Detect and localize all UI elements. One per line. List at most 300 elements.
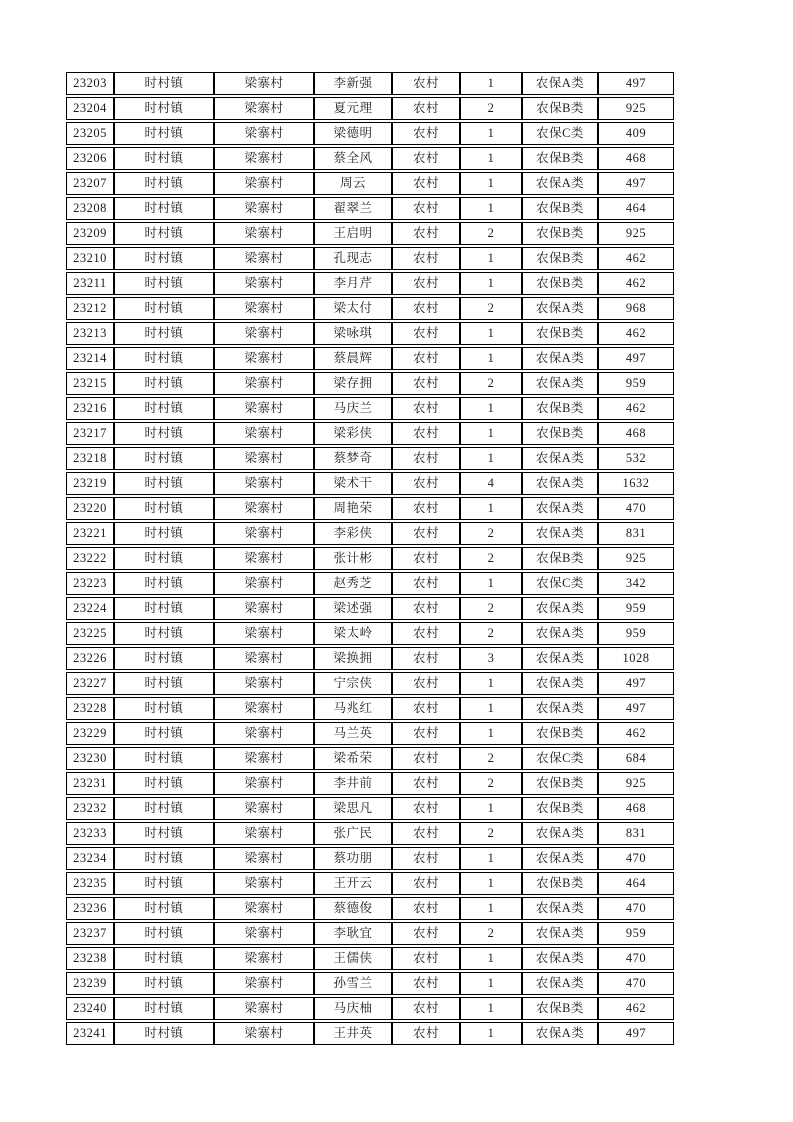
cell-town: 时村镇	[114, 597, 214, 620]
cell-town: 时村镇	[114, 122, 214, 145]
table-row	[66, 822, 674, 845]
cell-serial-number: 23223	[66, 572, 114, 595]
table-row	[66, 322, 674, 345]
cell-town: 时村镇	[114, 972, 214, 995]
cell-person-name: 梁德明	[314, 122, 392, 145]
cell-household-type: 农村	[392, 747, 460, 770]
cell-serial-number: 23211	[66, 272, 114, 295]
cell-insurance-category: 农保B类	[522, 722, 598, 745]
cell-amount: 470	[598, 897, 674, 920]
cell-person-name: 宁宗侠	[314, 672, 392, 695]
cell-amount: 470	[598, 847, 674, 870]
cell-person-count: 2	[460, 522, 522, 545]
cell-person-count: 1	[460, 947, 522, 970]
cell-person-count: 2	[460, 297, 522, 320]
cell-person-name: 梁思凡	[314, 797, 392, 820]
cell-amount: 959	[598, 622, 674, 645]
cell-village: 梁寨村	[214, 922, 314, 945]
cell-serial-number: 23231	[66, 772, 114, 795]
cell-household-type: 农村	[392, 1022, 460, 1045]
cell-person-name: 马庆兰	[314, 397, 392, 420]
cell-household-type: 农村	[392, 422, 460, 445]
cell-household-type: 农村	[392, 272, 460, 295]
cell-insurance-category: 农保A类	[522, 372, 598, 395]
cell-town: 时村镇	[114, 997, 214, 1020]
cell-amount: 925	[598, 547, 674, 570]
cell-insurance-category: 农保B类	[522, 547, 598, 570]
cell-insurance-category: 农保A类	[522, 1022, 598, 1045]
cell-town: 时村镇	[114, 247, 214, 270]
cell-person-name: 梁彩侠	[314, 422, 392, 445]
cell-village: 梁寨村	[214, 572, 314, 595]
cell-amount: 497	[598, 172, 674, 195]
cell-household-type: 农村	[392, 722, 460, 745]
cell-amount: 464	[598, 872, 674, 895]
cell-person-name: 孙雪兰	[314, 972, 392, 995]
cell-person-name: 赵秀芝	[314, 572, 392, 595]
cell-village: 梁寨村	[214, 272, 314, 295]
cell-household-type: 农村	[392, 822, 460, 845]
cell-town: 时村镇	[114, 647, 214, 670]
cell-village: 梁寨村	[214, 397, 314, 420]
cell-person-count: 1	[460, 197, 522, 220]
cell-village: 梁寨村	[214, 897, 314, 920]
cell-serial-number: 23228	[66, 697, 114, 720]
cell-serial-number: 23203	[66, 72, 114, 95]
cell-person-name: 马庆柚	[314, 997, 392, 1020]
cell-serial-number: 23216	[66, 397, 114, 420]
cell-village: 梁寨村	[214, 972, 314, 995]
cell-insurance-category: 农保B类	[522, 797, 598, 820]
cell-household-type: 农村	[392, 497, 460, 520]
cell-serial-number: 23208	[66, 197, 114, 220]
table-row	[66, 372, 674, 395]
cell-person-name: 王启明	[314, 222, 392, 245]
cell-serial-number: 23215	[66, 372, 114, 395]
cell-insurance-category: 农保B类	[522, 772, 598, 795]
cell-amount: 497	[598, 72, 674, 95]
cell-town: 时村镇	[114, 72, 214, 95]
cell-insurance-category: 农保B类	[522, 197, 598, 220]
cell-person-count: 1	[460, 797, 522, 820]
table-row	[66, 772, 674, 795]
cell-insurance-category: 农保B类	[522, 222, 598, 245]
cell-serial-number: 23227	[66, 672, 114, 695]
cell-person-name: 马兆红	[314, 697, 392, 720]
cell-person-count: 2	[460, 822, 522, 845]
table-row	[66, 572, 674, 595]
table-row	[66, 997, 674, 1020]
cell-village: 梁寨村	[214, 122, 314, 145]
cell-amount: 1632	[598, 472, 674, 495]
table-row	[66, 222, 674, 245]
table-row	[66, 172, 674, 195]
cell-town: 时村镇	[114, 497, 214, 520]
cell-town: 时村镇	[114, 347, 214, 370]
cell-person-name: 梁术干	[314, 472, 392, 495]
cell-person-count: 2	[460, 922, 522, 945]
cell-serial-number: 23206	[66, 147, 114, 170]
cell-person-count: 2	[460, 97, 522, 120]
cell-person-name: 蔡梦奇	[314, 447, 392, 470]
table-row	[66, 597, 674, 620]
cell-serial-number: 23214	[66, 347, 114, 370]
cell-person-name: 王开云	[314, 872, 392, 895]
cell-town: 时村镇	[114, 522, 214, 545]
cell-insurance-category: 农保A类	[522, 172, 598, 195]
cell-household-type: 农村	[392, 372, 460, 395]
cell-household-type: 农村	[392, 97, 460, 120]
table-row	[66, 122, 674, 145]
cell-person-count: 2	[460, 772, 522, 795]
cell-household-type: 农村	[392, 197, 460, 220]
cell-village: 梁寨村	[214, 472, 314, 495]
cell-household-type: 农村	[392, 547, 460, 570]
table-row	[66, 797, 674, 820]
cell-household-type: 农村	[392, 222, 460, 245]
cell-village: 梁寨村	[214, 672, 314, 695]
cell-insurance-category: 农保A类	[522, 672, 598, 695]
cell-amount: 468	[598, 422, 674, 445]
cell-person-name: 蔡全风	[314, 147, 392, 170]
cell-amount: 462	[598, 397, 674, 420]
cell-person-count: 4	[460, 472, 522, 495]
cell-household-type: 农村	[392, 172, 460, 195]
cell-serial-number: 23236	[66, 897, 114, 920]
cell-person-name: 李彩侠	[314, 522, 392, 545]
cell-town: 时村镇	[114, 322, 214, 345]
cell-town: 时村镇	[114, 747, 214, 770]
cell-insurance-category: 农保C类	[522, 122, 598, 145]
cell-household-type: 农村	[392, 772, 460, 795]
table-row	[66, 947, 674, 970]
cell-amount: 831	[598, 522, 674, 545]
cell-person-name: 马兰英	[314, 722, 392, 745]
cell-insurance-category: 农保A类	[522, 72, 598, 95]
cell-village: 梁寨村	[214, 822, 314, 845]
cell-village: 梁寨村	[214, 322, 314, 345]
cell-household-type: 农村	[392, 122, 460, 145]
table-row	[66, 722, 674, 745]
cell-insurance-category: 农保C类	[522, 747, 598, 770]
table-row	[66, 622, 674, 645]
cell-person-count: 1	[460, 272, 522, 295]
cell-village: 梁寨村	[214, 72, 314, 95]
cell-town: 时村镇	[114, 572, 214, 595]
cell-amount: 462	[598, 272, 674, 295]
cell-person-name: 张计彬	[314, 547, 392, 570]
cell-amount: 497	[598, 347, 674, 370]
cell-insurance-category: 农保A类	[522, 447, 598, 470]
cell-household-type: 农村	[392, 247, 460, 270]
cell-village: 梁寨村	[214, 697, 314, 720]
cell-village: 梁寨村	[214, 547, 314, 570]
cell-town: 时村镇	[114, 772, 214, 795]
cell-serial-number: 23205	[66, 122, 114, 145]
cell-insurance-category: 农保A类	[522, 297, 598, 320]
cell-amount: 468	[598, 147, 674, 170]
table-row	[66, 922, 674, 945]
cell-village: 梁寨村	[214, 647, 314, 670]
cell-person-count: 1	[460, 72, 522, 95]
cell-amount: 497	[598, 672, 674, 695]
cell-person-count: 1	[460, 447, 522, 470]
cell-person-count: 2	[460, 622, 522, 645]
table-row	[66, 697, 674, 720]
cell-household-type: 农村	[392, 297, 460, 320]
table-row	[66, 347, 674, 370]
cell-village: 梁寨村	[214, 722, 314, 745]
cell-person-count: 1	[460, 572, 522, 595]
table-row	[66, 647, 674, 670]
cell-village: 梁寨村	[214, 497, 314, 520]
cell-household-type: 农村	[392, 797, 460, 820]
cell-village: 梁寨村	[214, 872, 314, 895]
table-row	[66, 747, 674, 770]
table-body	[66, 72, 674, 1045]
cell-town: 时村镇	[114, 397, 214, 420]
table-row	[66, 1022, 674, 1045]
cell-village: 梁寨村	[214, 1022, 314, 1045]
cell-person-name: 周云	[314, 172, 392, 195]
table-row	[66, 422, 674, 445]
cell-serial-number: 23238	[66, 947, 114, 970]
cell-amount: 497	[598, 697, 674, 720]
cell-town: 时村镇	[114, 672, 214, 695]
cell-insurance-category: 农保B类	[522, 422, 598, 445]
cell-person-name: 梁希荣	[314, 747, 392, 770]
cell-serial-number: 23225	[66, 622, 114, 645]
cell-person-count: 1	[460, 872, 522, 895]
cell-household-type: 农村	[392, 147, 460, 170]
cell-amount: 497	[598, 1022, 674, 1045]
cell-village: 梁寨村	[214, 372, 314, 395]
cell-person-count: 1	[460, 897, 522, 920]
cell-serial-number: 23241	[66, 1022, 114, 1045]
table-row	[66, 147, 674, 170]
cell-town: 时村镇	[114, 822, 214, 845]
cell-household-type: 农村	[392, 897, 460, 920]
cell-person-count: 1	[460, 1022, 522, 1045]
cell-household-type: 农村	[392, 997, 460, 1020]
cell-person-count: 1	[460, 397, 522, 420]
cell-town: 时村镇	[114, 222, 214, 245]
cell-insurance-category: 农保A类	[522, 847, 598, 870]
cell-serial-number: 23212	[66, 297, 114, 320]
cell-serial-number: 23230	[66, 747, 114, 770]
cell-household-type: 农村	[392, 447, 460, 470]
cell-village: 梁寨村	[214, 997, 314, 1020]
table-row	[66, 522, 674, 545]
cell-person-count: 3	[460, 647, 522, 670]
cell-town: 时村镇	[114, 97, 214, 120]
cell-person-count: 2	[460, 547, 522, 570]
cell-amount: 470	[598, 947, 674, 970]
cell-serial-number: 23217	[66, 422, 114, 445]
table-row	[66, 397, 674, 420]
cell-person-count: 1	[460, 347, 522, 370]
cell-amount: 959	[598, 922, 674, 945]
table-row	[66, 872, 674, 895]
cell-serial-number: 23232	[66, 797, 114, 820]
table-row	[66, 247, 674, 270]
cell-insurance-category: 农保A类	[522, 972, 598, 995]
cell-serial-number: 23233	[66, 822, 114, 845]
cell-person-count: 1	[460, 672, 522, 695]
cell-person-count: 1	[460, 172, 522, 195]
cell-person-count: 1	[460, 697, 522, 720]
cell-town: 时村镇	[114, 797, 214, 820]
cell-household-type: 农村	[392, 347, 460, 370]
cell-village: 梁寨村	[214, 597, 314, 620]
cell-insurance-category: 农保A类	[522, 497, 598, 520]
cell-town: 时村镇	[114, 872, 214, 895]
cell-amount: 959	[598, 597, 674, 620]
cell-person-name: 王井英	[314, 1022, 392, 1045]
cell-person-count: 2	[460, 222, 522, 245]
insurance-roster-table	[66, 70, 674, 1047]
cell-amount: 462	[598, 322, 674, 345]
cell-person-count: 2	[460, 597, 522, 620]
cell-village: 梁寨村	[214, 847, 314, 870]
cell-town: 时村镇	[114, 197, 214, 220]
cell-serial-number: 23235	[66, 872, 114, 895]
cell-insurance-category: 农保A类	[522, 647, 598, 670]
table-row	[66, 272, 674, 295]
cell-village: 梁寨村	[214, 97, 314, 120]
cell-household-type: 农村	[392, 572, 460, 595]
cell-town: 时村镇	[114, 1022, 214, 1045]
cell-insurance-category: 农保A类	[522, 897, 598, 920]
cell-village: 梁寨村	[214, 147, 314, 170]
cell-insurance-category: 农保A类	[522, 472, 598, 495]
table-row	[66, 672, 674, 695]
cell-serial-number: 23209	[66, 222, 114, 245]
table-row	[66, 497, 674, 520]
cell-serial-number: 23234	[66, 847, 114, 870]
cell-village: 梁寨村	[214, 747, 314, 770]
cell-household-type: 农村	[392, 322, 460, 345]
cell-town: 时村镇	[114, 697, 214, 720]
cell-person-name: 蔡功朋	[314, 847, 392, 870]
cell-person-name: 周艳荣	[314, 497, 392, 520]
cell-person-count: 1	[460, 422, 522, 445]
cell-amount: 1028	[598, 647, 674, 670]
cell-village: 梁寨村	[214, 622, 314, 645]
cell-insurance-category: 农保A类	[522, 622, 598, 645]
cell-household-type: 农村	[392, 72, 460, 95]
cell-town: 时村镇	[114, 897, 214, 920]
table-row	[66, 447, 674, 470]
cell-insurance-category: 农保A类	[522, 822, 598, 845]
cell-household-type: 农村	[392, 672, 460, 695]
cell-amount: 342	[598, 572, 674, 595]
cell-person-count: 1	[460, 972, 522, 995]
cell-household-type: 农村	[392, 972, 460, 995]
cell-amount: 831	[598, 822, 674, 845]
cell-person-count: 2	[460, 372, 522, 395]
table-row	[66, 72, 674, 95]
cell-person-name: 蔡晨辉	[314, 347, 392, 370]
cell-village: 梁寨村	[214, 222, 314, 245]
cell-serial-number: 23204	[66, 97, 114, 120]
cell-village: 梁寨村	[214, 772, 314, 795]
cell-insurance-category: 农保A类	[522, 697, 598, 720]
cell-person-name: 孔现志	[314, 247, 392, 270]
table-row	[66, 97, 674, 120]
cell-person-name: 梁述强	[314, 597, 392, 620]
cell-insurance-category: 农保A类	[522, 922, 598, 945]
cell-town: 时村镇	[114, 422, 214, 445]
cell-town: 时村镇	[114, 447, 214, 470]
cell-village: 梁寨村	[214, 447, 314, 470]
cell-person-count: 1	[460, 497, 522, 520]
cell-village: 梁寨村	[214, 247, 314, 270]
cell-town: 时村镇	[114, 172, 214, 195]
cell-household-type: 农村	[392, 647, 460, 670]
cell-person-name: 梁换拥	[314, 647, 392, 670]
cell-household-type: 农村	[392, 472, 460, 495]
cell-amount: 468	[598, 797, 674, 820]
cell-insurance-category: 农保B类	[522, 147, 598, 170]
cell-person-count: 1	[460, 722, 522, 745]
cell-insurance-category: 农保C类	[522, 572, 598, 595]
cell-person-name: 蔡德俊	[314, 897, 392, 920]
cell-insurance-category: 农保B类	[522, 997, 598, 1020]
table-row	[66, 547, 674, 570]
cell-insurance-category: 农保B类	[522, 872, 598, 895]
cell-serial-number: 23240	[66, 997, 114, 1020]
cell-serial-number: 23218	[66, 447, 114, 470]
cell-household-type: 农村	[392, 597, 460, 620]
cell-serial-number: 23221	[66, 522, 114, 545]
cell-town: 时村镇	[114, 547, 214, 570]
cell-town: 时村镇	[114, 947, 214, 970]
cell-town: 时村镇	[114, 472, 214, 495]
cell-insurance-category: 农保B类	[522, 272, 598, 295]
cell-serial-number: 23237	[66, 922, 114, 945]
cell-insurance-category: 农保B类	[522, 322, 598, 345]
cell-serial-number: 23239	[66, 972, 114, 995]
cell-person-name: 李耿宜	[314, 922, 392, 945]
cell-person-count: 1	[460, 147, 522, 170]
cell-insurance-category: 农保A类	[522, 522, 598, 545]
table-row	[66, 847, 674, 870]
cell-amount: 532	[598, 447, 674, 470]
cell-household-type: 农村	[392, 922, 460, 945]
cell-village: 梁寨村	[214, 197, 314, 220]
cell-serial-number: 23220	[66, 497, 114, 520]
cell-amount: 470	[598, 497, 674, 520]
cell-household-type: 农村	[392, 947, 460, 970]
cell-serial-number: 23229	[66, 722, 114, 745]
cell-person-name: 李月芹	[314, 272, 392, 295]
cell-amount: 462	[598, 722, 674, 745]
cell-amount: 684	[598, 747, 674, 770]
cell-household-type: 农村	[392, 622, 460, 645]
cell-amount: 462	[598, 997, 674, 1020]
cell-town: 时村镇	[114, 922, 214, 945]
table-row	[66, 297, 674, 320]
cell-village: 梁寨村	[214, 297, 314, 320]
cell-amount: 959	[598, 372, 674, 395]
cell-amount: 925	[598, 222, 674, 245]
cell-household-type: 农村	[392, 522, 460, 545]
cell-insurance-category: 农保A类	[522, 597, 598, 620]
cell-amount: 464	[598, 197, 674, 220]
cell-amount: 462	[598, 247, 674, 270]
cell-amount: 968	[598, 297, 674, 320]
